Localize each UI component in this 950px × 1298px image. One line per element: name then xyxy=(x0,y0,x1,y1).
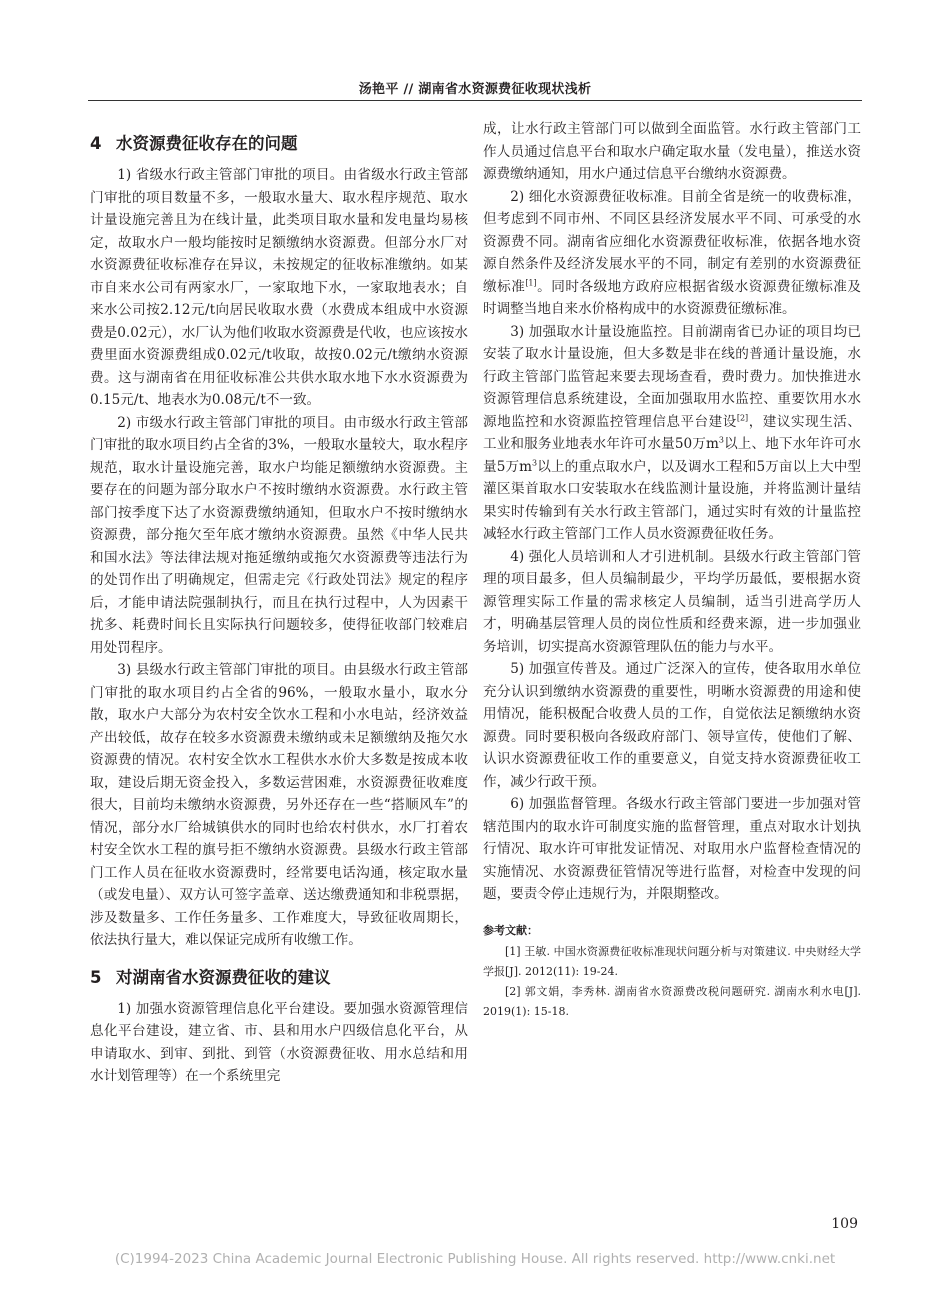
copyright-footer: (C)1994-2023 China Academic Journal Electronic Publishing House. All rights reserved. http://www.cnki.net xyxy=(114,1251,836,1267)
section-5-paragraph-6: 6) 加强监督管理。各级水行政主管部门要进一步加强对管辖范围内的取水许可制度实施的监督管理，重点对取水计划执行情况、取水许可审批发证情况、对取用水户监督检查情况的实施情况、水资源费征管情况等进行监督，对检查中发现的问题，要责令停止违规行为，并限期整改。 xyxy=(483,796,861,902)
section-5-paragraph-1-end: 成，让水行政主管部门可以做到全面监管。水行政主管部门工作人员通过信息平台和取水户确定取水量（发电量），推送水资源费缴纳通知，用水户通过信息平台缴纳水资源费。 xyxy=(483,121,861,182)
citation-1: [1] xyxy=(525,277,537,287)
page-number: 109 xyxy=(831,1216,858,1232)
section-5-paragraph-3: 3) 加强取水计量设施监控。目前湖南省已办证的项目均已安装了取水计量设施，但大多数是非在线的普通计量设施，水行政主管部门监管起来要去现场查看，费时费力。加快推进水资源管理信息系统建设，全面加强取用水监控、重要饮用水水源地监控和水资源监控管理信息平台建设[2]，建议实现生活、工业和服务业地表水年许可水量50万$m^3$以上、地下水年许可水量5万$m^3$以上的重点取水户，以及调水工程和5万亩以上大中型灌区渠首取水口安装取水在线监测计量设施，并将监测计量结果实时传输到有关水行政主管部门，通过实时有效的计量监控减轻水行政主管部门工作人员水资源费征收任务。 xyxy=(483,323,862,542)
section-5-paragraph-2: 2) 细化水资源费征收标准。目前全省是统一的收费标准，但考虑到不同市州、不同区县经济发展水平不同、可承受的水资源费不同。湖南省应细化水资源费征收标准，依据各地水资源自然条件及经济发展水平的不同，制定有差别的水资源费征缴标准[1]。同时各级地方政府应根据省级水资源费征缴标准及时调整当地自来水价格构成中的水资源费征缴标准。 xyxy=(483,188,862,317)
section-5-paragraph-1-start: 1) 加强水资源管理信息化平台建设。要加强水资源管理信息化平台建设，建立省、市、县和用水户四级信息化平台，从申请取水、到审、到批、到管（水资源费征收、用水总结和用水计划管理等）在一个系统里完 xyxy=(90,1000,468,1084)
citation-2: [2] xyxy=(736,412,749,422)
section-4-title: 水资源费征收存在的问题 xyxy=(116,134,298,153)
right-column xyxy=(483,118,861,1022)
section-5-number: 5 xyxy=(90,967,102,987)
section-5-paragraph-5: 5) 加强宣传普及。通过广泛深入的宣传，使各取用水单位充分认识到缴纳水资源费的重要性，明晰水资源费的用途和使用情况，能积极配合收费人员的工作，自觉依法足额缴纳水资源费。同时要积极向各级政府部门、领导宣传，使他们了解、认识水资源费征收工作的重要意义，自觉支持水资源费征收工作，减少行政干预。 xyxy=(483,661,861,790)
section-4-paragraph-1: 1) 省级水行政主管部门审批的项目。由省级水行政主管部门审批的项目数量不多，一般取水量大、取水程序规范、取水计量设施完善且为在线计量，此类项目取水量和发电量均易核定，故取水户一般均能按时足额缴纳水资源费。但部分水厂对水资源费征收标准存在异议，未按规定的征收标准缴纳。如某市自来水公司有两家水厂，一家取地下水，一家取地表水；自来水公司按2.12元/t向居民收取水费（水费成本组成中水资源费是0.02元），水厂认为他们收取水资源费是代收，也应该按水费里面水资源费组成0.02元/t收取，故按0.02元/t缴纳水资源费。这与湖南省在用征收标准公共供水取水地下水水资源费为0.15元/t、地表水为0.08元/t不一致。 xyxy=(90,167,468,408)
header-rule xyxy=(88,100,862,101)
section-5-title: 对湖南省水资源费征收的建议 xyxy=(116,967,331,987)
left-column xyxy=(90,118,468,1088)
section-4-number: 4 xyxy=(90,134,102,153)
running-header: 汤艳平 // 湖南省水资源费征收现状浅析 xyxy=(358,82,592,97)
section-4-heading xyxy=(90,130,468,154)
section-5-heading xyxy=(90,964,468,988)
reference-item: [2] 郭文娟，李秀林. 湖南省水资源费改税问题研究. 湖南水利水电[J]. 2019(1): 15-18. xyxy=(483,984,861,1018)
references-title: 参考文献： xyxy=(483,923,538,937)
reference-item: [1] 王敏. 中国水资源费征收标准现状问题分析与对策建议. 中央财经大学学报[J]. 2012(11): 19-24. xyxy=(483,944,861,978)
section-5-paragraph-4: 4) 强化人员培训和人才引进机制。县级水行政主管部门管理的项目最多，但人员编制最少，平均学历最低，要根据水资源管理实际工作量的需求核定人员编制，适当引进高学历人才，明确基层管理人员的岗位性质和经费来源，进一步加强业务培训，切实提高水资源管理队伍的能力与水平。 xyxy=(483,548,861,655)
section-4-paragraph-3: 3) 县级水行政主管部门审批的项目。由县级水行政主管部门审批的取水项目约占全省的96%，一般取水量小，取水分散，取水户大部分为农村安全饮水工程和小水电站，经济效益产出较低，故存在较多水资源费未缴纳或未足额缴纳及拖欠水资源费的情况。农村安全饮水工程供水水价大多数是按成本收取，建设后期无资金投入，多数运营困难，水资源费征收难度很大，目前均未缴纳水资源费，另外还存在一些“搭顺风车”的情况，部分水厂给城镇供水的同时也给农村供水，水厂打着农村安全饮水工程的旗号拒不缴纳水资源费。县级水行政主管部门工作人员在征收水资源费时，经常要电话沟通，核定取水量（或发电量）、双方认可签字盖章、送达缴费通知和非税票据，涉及数量多、工作任务量多、工作难度大，导致征收周期长，依法执行量大，难以保证完成所有收缴工作。 xyxy=(90,662,468,948)
section-4-paragraph-2: 2) 市级水行政主管部门审批的项目。由市级水行政主管部门审批的取水项目约占全省的3%，一般取水量较大，取水程序规范，取水计量设施完善，取水户均能足额缴纳水资源费。主要存在的问题为部分取水户不按时缴纳水资源费。水行政主管部门按季度下达了水资源费缴纳通知，但取水户不按时缴纳水资源费，部分拖欠至年底才缴纳水资源费。虽然《中华人民共和国水法》等法律法规对拖延缴纳或拖欠水资源费等违法行为的处罚作出了明确规定，但需走完《行政处罚法》规定的程序后，才能申请法院强制执行，而且在执行过程中，人为因素干扰多、耗费时间长且实际执行问题较多，使得征收部门较难启用处罚程序。 xyxy=(90,414,468,656)
